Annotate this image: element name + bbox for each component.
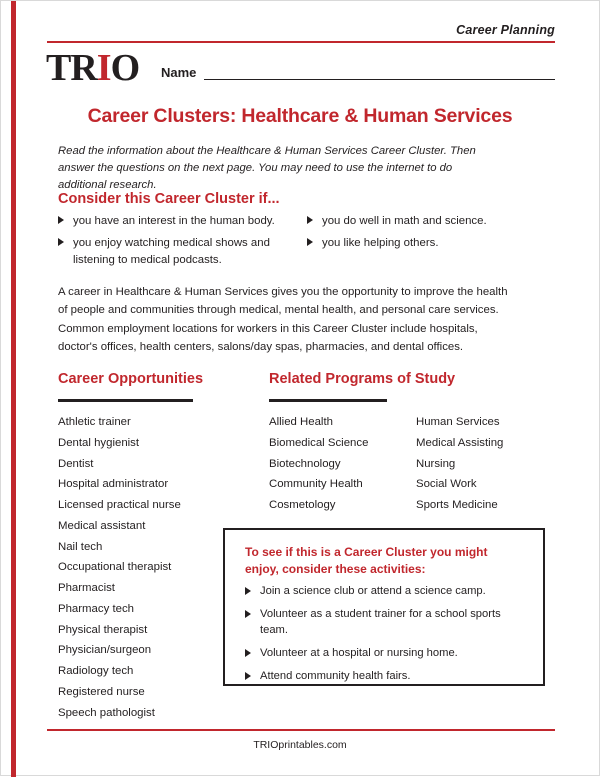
list-item: Occupational therapist [58, 561, 172, 574]
programs-list-column-a [269, 412, 409, 516]
programs-list-column-b [416, 412, 556, 516]
consider-list-right [307, 213, 547, 257]
list-item: Medical Assisting [416, 436, 504, 449]
list-item: Pharmacist [58, 582, 115, 594]
list-item: Social Work [416, 478, 477, 491]
consider-list-left [58, 213, 308, 274]
list-item-text: Volunteer at a hospital or nursing home. [260, 646, 458, 659]
triangle-bullet-icon [245, 587, 251, 595]
list-item-text: you enjoy watching medical shows and listening to medical podcasts. [73, 237, 270, 267]
list-item: Human Services [416, 416, 500, 428]
list-item: Biomedical Science [269, 436, 369, 449]
list-item: Registered nurse [58, 685, 145, 698]
triangle-bullet-icon [58, 216, 64, 224]
list-item [307, 213, 547, 230]
activities-box [223, 528, 545, 686]
triangle-bullet-icon [58, 238, 64, 246]
triangle-bullet-icon [245, 672, 251, 680]
footer-divider [47, 729, 555, 731]
list-item: Radiology tech [58, 665, 134, 677]
list-item: Pharmacy tech [58, 602, 134, 615]
list-item-text: you like helping others. [322, 237, 439, 250]
list-item: Physical therapist [58, 623, 148, 636]
list-item [58, 235, 308, 269]
list-item-text: Join a science club or attend a science camp. [260, 585, 486, 597]
page-title: Career Clusters: Healthcare & Human Services [87, 105, 513, 127]
list-item: Cosmetology [269, 499, 336, 511]
header-divider [47, 41, 555, 43]
list-item: Nail tech [58, 540, 103, 553]
consider-heading: Consider this Career Cluster if... [58, 191, 280, 207]
list-item [307, 235, 547, 252]
list-item: Sports Medicine [416, 499, 498, 511]
trio-logo [46, 49, 139, 87]
cluster-description: A career in Healthcare & Human Services gives you the opportunity to improve the health of people and communities through medical, mental health, and personal care services. Common employment locations for workers in this Career Cluster include hospitals, doctor's offices, health centers, salons/day spas, pharmacies, and dental offices. [58, 286, 508, 354]
list-item: Dental hygienist [58, 436, 140, 449]
category-label: Career Planning [456, 23, 555, 37]
name-label: Name [161, 65, 197, 80]
list-item [245, 584, 525, 600]
list-item: Community Health [269, 478, 363, 491]
list-item: Allied Health [269, 416, 333, 428]
list-item: Nursing [416, 457, 456, 470]
careers-heading-rule [58, 399, 193, 402]
list-item: Hospital administrator [58, 478, 169, 491]
triangle-bullet-icon [307, 216, 313, 224]
intro-paragraph: Read the information about the Healthcare & Human Services Career Cluster. Then answer the questions on the next page. You may need to use the internet to do additional research. [58, 145, 476, 191]
list-item-text: you do well in math and science. [322, 215, 487, 227]
list-item: Dentist [58, 457, 94, 470]
logo-text-part2: O [110, 47, 140, 89]
list-item: Medical assistant [58, 519, 146, 532]
programs-heading-rule [269, 399, 387, 402]
list-item-text: Attend community health fairs. [260, 669, 411, 682]
list-item: Biotechnology [269, 457, 341, 470]
list-item [58, 213, 308, 230]
list-item: Speech pathologist [58, 706, 155, 719]
name-input-line[interactable] [204, 79, 555, 80]
list-item: Athletic trainer [58, 416, 131, 428]
programs-heading: Related Programs of Study [269, 371, 456, 387]
list-item [245, 669, 525, 685]
list-item-text: you have an interest in the human body. [73, 215, 275, 227]
list-item [245, 646, 525, 662]
list-item: Physician/surgeon [58, 644, 152, 657]
careers-heading: Career Opportunities [58, 371, 204, 387]
triangle-bullet-icon [307, 238, 313, 246]
list-item [245, 607, 525, 639]
activities-list [245, 584, 525, 692]
logo-text-i: I [96, 47, 111, 89]
logo-text-part1: TR [46, 47, 97, 89]
list-item-text: Volunteer as a student trainer for a school sports team. [260, 607, 501, 636]
list-item: Licensed practical nurse [58, 499, 181, 511]
triangle-bullet-icon [245, 610, 251, 618]
footer-site: TRIOprintables.com [253, 739, 347, 751]
activities-title: To see if this is a Career Cluster you might enjoy, consider these activities: [245, 545, 488, 577]
triangle-bullet-icon [245, 649, 251, 657]
